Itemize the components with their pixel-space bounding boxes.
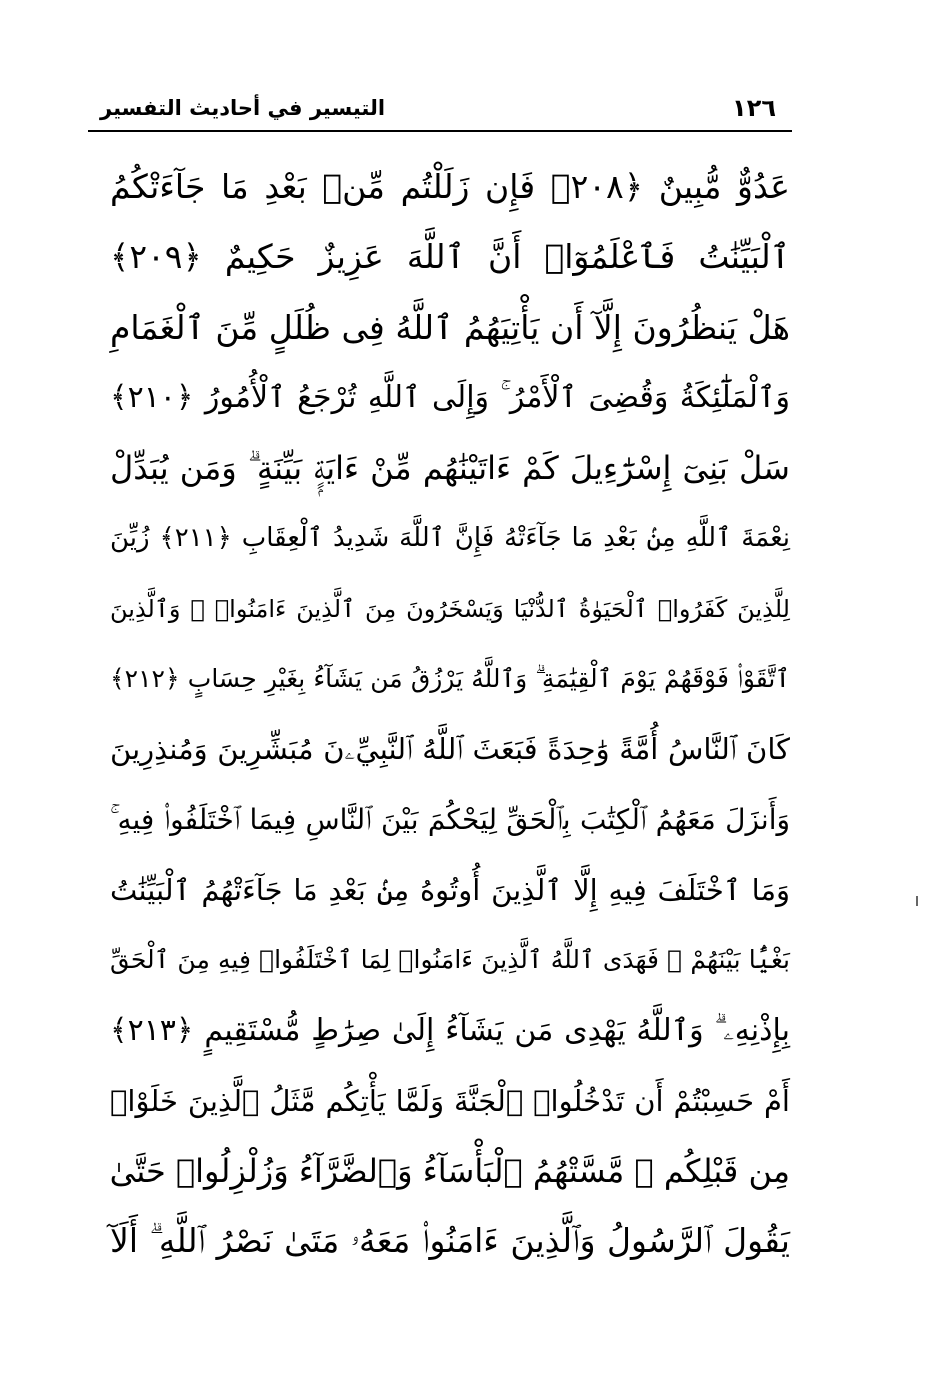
verse-line: وَمَا ٱخْتَلَفَ فِيهِ إِلَّا ٱلَّذِينَ أُوتُوهُ مِنۢ بَعْدِ مَا جَآءَتْهُمُ ٱلْبَيِّنَٰتُ (110, 872, 790, 907)
verse-line: أَمْ حَسِبْتُمْ أَن تَدْخُلُوا۟ ٱلْجَنَّةَ وَلَمَّا يَأْتِكُم مَّثَلُ ٱلَّذِينَ خَلَوْا۟ (110, 1083, 790, 1118)
running-title: التيسير في أحاديث التفسير (100, 96, 386, 120)
verse-line: كَانَ ٱلنَّاسُ أُمَّةً وَٰحِدَةً فَبَعَثَ ٱللَّهُ ٱلنَّبِيِّۦنَ مُبَشِّرِينَ وَمُنذِرِينَ (110, 732, 790, 767)
page-header (88, 92, 792, 132)
verse-line: ٱتَّقَوْا۟ فَوْقَهُمْ يَوْمَ ٱلْقِيَٰمَةِ ۗ وَٱللَّهُ يَرْزُقُ مَن يَشَآءُ بِغَيْرِ حِسَابٍ ﴿٢١٢﴾ (110, 664, 790, 694)
verse-line: هَلْ يَنظُرُونَ إِلَّآ أَن يَأْتِيَهُمُ ٱللَّهُ فِى ظُلَلٍ مِّنَ ٱلْغَمَامِ (110, 307, 790, 347)
verse-line: لِلَّذِينَ كَفَرُوا۟ ٱلْحَيَوٰةُ ٱلدُّنْيَا وَيَسْخَرُونَ مِنَ ٱلَّذِينَ ءَامَنُوا۟ ۘ وَٱلَّذِينَ (110, 594, 790, 623)
verse-line: يَقُولَ ٱلرَّسُولُ وَٱلَّذِينَ ءَامَنُوا۟ مَعَهُۥ مَتَىٰ نَصْرُ ٱللَّهِ ۗ أَلَآ (110, 1221, 790, 1261)
verse-line: نِعْمَةَ ٱللَّهِ مِنۢ بَعْدِ مَا جَآءَتْهُ فَإِنَّ ٱللَّهَ شَدِيدُ ٱلْعِقَابِ ﴿٢١١﴾ زُيِّنَ (110, 523, 790, 554)
verse-line: بَغْيًۢا بَيْنَهُمْ ۖ فَهَدَى ٱللَّهُ ٱلَّذِينَ ءَامَنُوا۟ لِمَا ٱخْتَلَفُوا۟ فِيهِ مِنَ ٱلْحَقِّ (110, 945, 790, 975)
header-rule (88, 130, 792, 132)
verse-line: عَدُوٌّ مُّبِينٌ ﴿٢٠٨﴾ فَإِن زَلَلْتُم مِّنۢ بَعْدِ مَا جَآءَتْكُمُ (110, 167, 790, 206)
verse-line: ٱلْبَيِّنَٰتُ فَٱعْلَمُوٓا۟ أَنَّ ٱللَّهَ عَزِيزٌ حَكِيمٌ ﴿٢٠٩﴾ (110, 237, 790, 277)
verse-line: وَأَنزَلَ مَعَهُمُ ٱلْكِتَٰبَ بِٱلْحَقِّ لِيَحْكُمَ بَيْنَ ٱلنَّاسِ فِيمَا ٱخْتَلَفُوا۟ فِيهِ ۚ (110, 802, 790, 836)
verse-line: مِن قَبْلِكُم ۖ مَّسَّتْهُمُ ٱلْبَأْسَآءُ وَٱلضَّرَّآءُ وَزُلْزِلُوا۟ حَتَّىٰ (109, 1152, 790, 1191)
verse-line: وَٱلْمَلَٰٓئِكَةُ وَقُضِىَ ٱلْأَمْرُ ۚ وَإِلَى ٱللَّهِ تُرْجَعُ ٱلْأُمُورُ ﴿٢١٠﴾ (110, 379, 790, 415)
page-number: ١٢٦ (732, 94, 776, 122)
verse-line: بِإِذْنِهِۦ ۗ وَٱللَّهُ يَهْدِى مَن يَشَآءُ إِلَىٰ صِرَٰطٍ مُّسْتَقِيمٍ ﴿٢١٣﴾ (110, 1012, 790, 1048)
scan-mark (916, 896, 918, 906)
verse-line: سَلْ بَنِىٓ إِسْرَٰٓءِيلَ كَمْ ءَاتَيْنَٰهُم مِّنْ ءَايَةٍۭ بَيِّنَةٍ ۗ وَمَن يُبَدِّلْ (110, 449, 790, 488)
verse-block (110, 152, 790, 1277)
